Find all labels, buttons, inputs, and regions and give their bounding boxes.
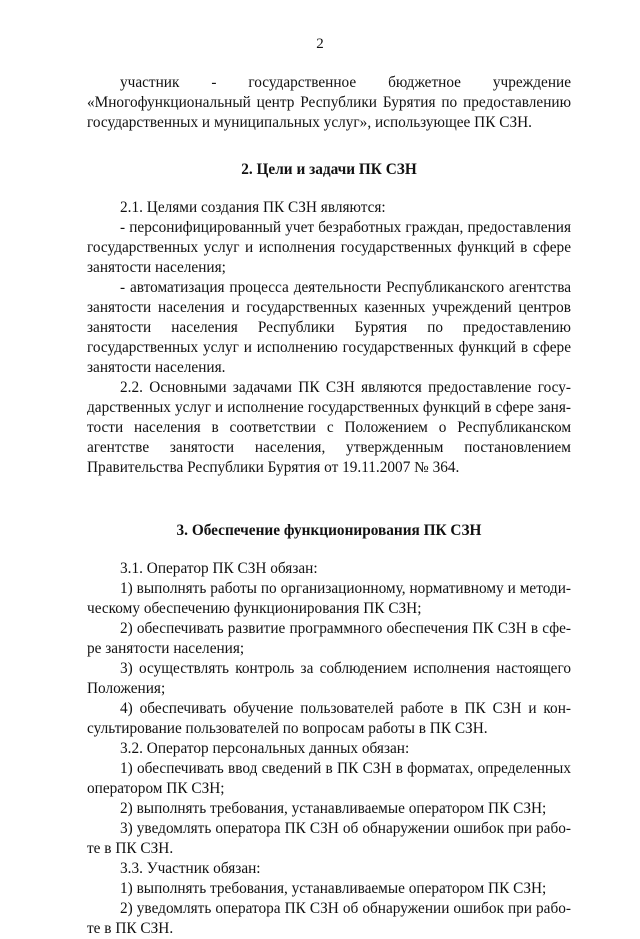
- paragraph: 1) выполнять требования, устанавливаемые оператором ПК СЗН;: [120, 880, 547, 897]
- paragraph: - автоматизация процесса деятельности Республиканского агентства занятости населения и государственных казенных учреждений центров занятости населения Республики Бурятия по предоставлению государственных услуг и исполнению государственных функций в сфере занятости населения.: [87, 279, 571, 376]
- intro-paragraph: участник - государственное бюджетное учреждение «Многофункциональный центр Республики Бурятия по предоставлению государственных и муниципальных услуг», использующее ПК СЗН.: [87, 74, 571, 131]
- paragraph: 1) выполнять работы по организационному, нормативному и методическому обеспечению функционирования ПК СЗН;: [87, 580, 571, 617]
- paragraph: 3.1. Оператор ПК СЗН обязан:: [120, 560, 318, 577]
- paragraph: 3) осуществлять контроль за соблюдением исполнения настоящего Положения;: [87, 660, 571, 697]
- document-body: [87, 73, 571, 939]
- section-2-title: 2. Цели и задачи ПК СЗН: [241, 161, 417, 178]
- paragraph: 2) уведомлять оператора ПК СЗН об обнаружении ошибок при работе в ПК СЗН.: [87, 900, 571, 937]
- section-3-body: [87, 559, 571, 939]
- paragraph: 3.3. Участник обязан:: [120, 860, 261, 877]
- paragraph: 2.1. Целями создания ПК СЗН являются:: [120, 199, 386, 216]
- section-2-body: [87, 198, 571, 478]
- paragraph: 3) уведомлять оператора ПК СЗН об обнаружении ошибок при работе в ПК СЗН.: [87, 820, 571, 857]
- paragraph: 2.2. Основными задачами ПК СЗН являются предоставление государственных услуг и исполнение государственных функций в сфере занятости населения в соответствии с Положением о Республиканском агентстве занятости населения, утвержденным постановлением Правительства Республики Бурятия от 19.11.2007 № 364.: [87, 379, 571, 476]
- paragraph: 2) обеспечивать развитие программного обеспечения ПК СЗН в сфере занятости населения;: [87, 620, 571, 657]
- paragraph: 1) обеспечивать ввод сведений в ПК СЗН в форматах, определенных оператором ПК СЗН;: [87, 760, 571, 797]
- paragraph: - персонифицированный учет безработных граждан, предоставления государственных услуг и исполнения государственных функций в сфере занятости населения;: [87, 219, 571, 276]
- page-number: 2: [316, 36, 324, 52]
- paragraph: 2) выполнять требования, устанавливаемые оператором ПК СЗН;: [120, 800, 547, 817]
- paragraph: 3.2. Оператор персональных данных обязан:: [120, 740, 410, 757]
- section-3-title: 3. Обеспечение функционирования ПК СЗН: [176, 522, 482, 539]
- paragraph: 4) обеспечивать обучение пользователей работе в ПК СЗН и консультирование пользователей по вопросам работы в ПК СЗН.: [87, 700, 571, 737]
